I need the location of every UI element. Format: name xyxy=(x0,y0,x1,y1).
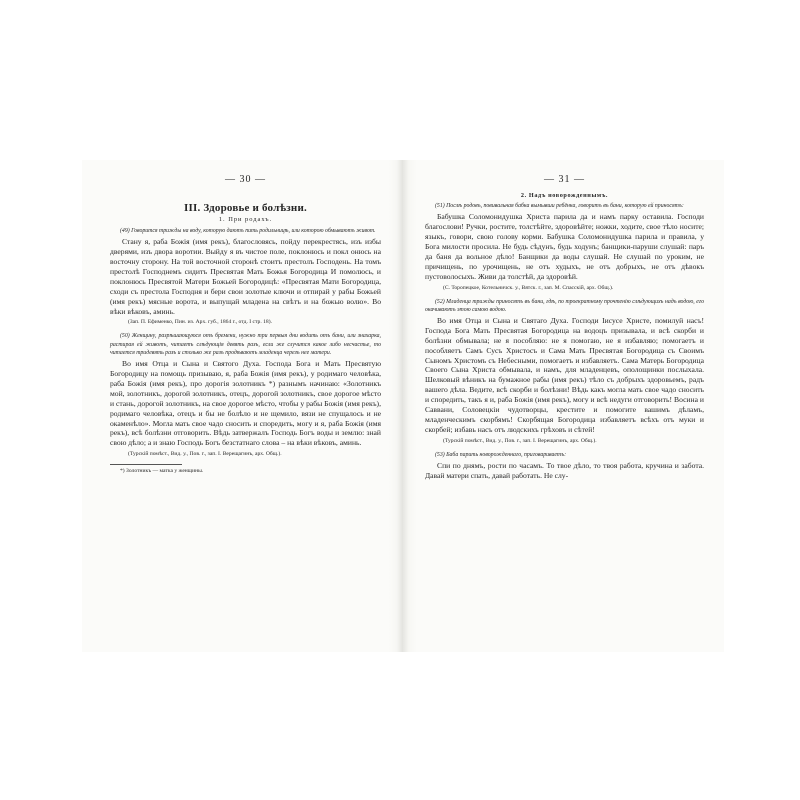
instruction-note: (51) Послѣ родовъ, повивальная бабка вымывши ребёнка, говоритъ въ бани, которую ей приносятъ: xyxy=(435,203,684,209)
page-number: — 30 — xyxy=(225,174,266,185)
chapter-title: III. Здоровье и болѣзни. xyxy=(184,202,307,214)
instruction-note: (52) Младенца трижды приносятъ въ бани, гдѣ, по троекратному прочтенію слѣдующихъ надъ водою, его окачиваютъ этою самою водою. xyxy=(425,298,704,313)
charm-text: Стану я, раба Божія (имя рекъ), благословясь, пойду перекрестясь, изъ избы дверями, изъ двора воротии. Выйду я въ чистое поле, поклонюсь и покл онюсь на восточну сторону. На той восточной сторонѣ стоитъ престолъ Господень. На томъ престолѣ Господнемъ сидитъ Пресвятая Мать Божья Богородица И помолюсь, и поклонюсь Пресвятой Матери Божьей Богородицѣ: «Пресвятая Мати Богородица, сходи съ престола Господня и бери свои золотые ключи и отпирай у рабы Божьей (имя рекъ) мясные ворота, и выпущай младена на свѣтъ и на божью волю». Во вѣки вѣковъ, аминь. xyxy=(110,237,381,316)
source-citation: (Зап. П. Ефименко, Пин. из. Арх. губ., 1864 г., отд. I стр. 18). xyxy=(128,319,272,326)
instruction-note: (49) Говорится трижды на воду, которую даютъ пить родильницѣ, или которою обмываютъ живот. xyxy=(120,228,376,234)
source-citation: (Турскій помѣст., Вид. у., Пов. г., зап. I. Верещагинъ, арх. Общ.). xyxy=(128,451,282,458)
source-citation: (С. Торопецкое, Котельничск. у., Вятск. г., зап. М. Спасскій, арх. Общ.). xyxy=(443,284,614,291)
footnote: *) Золотникъ — матка у женщины. xyxy=(120,468,204,475)
charm-text: Во имя Отца и Сына и Святого Духа. Господа Бога и Мать Пресвятую Богородицу на помощь призываю, я, раба Божія (имя рекъ), у родимаго человѣка, раба Божія (имя рекъ), про дорогія золотникъ *) разнымъ начинаю: «Золотникъ мой, золотникъ, дорогой золотникъ, отецъ, дорогой золотникъ, свое дорогое мѣсто и стань, дорогой золотникъ, на свое дорогое мѣсто, чтобы у рабы Божія (имя рекъ), родимаго человѣка, отецъ и бы не болѣло и не щемило, вязи не спущалось и не окаменѣло». Могла мать свое чадо сносить и споредить, могу и я, раба Божія (имя рекъ), всѣ болѣзни отговорить. Вѣдь затвержалъ Господь Богъ воды и землю: знай свою дѣло; а и знаю Господь Богъ безстатнаго слова – на вѣки вѣковъ, аминь. xyxy=(110,359,381,448)
charm-text: Спи по днямъ, рости по часамъ. То твое дѣло, то твоя работа, кручина и забота. Давай матери спать, давай работать. Не слу- xyxy=(425,461,704,480)
charm-text: Бабушка Соломонидушка Христа парила да и намъ парку оставила. Господи благослови! Ручки, ростите, толстѣйте, здоровѣйте; ножки, ходите, свое тѣло носите; языкъ, говори, свою голову корми. Бабушка Соломонидушка парила и правила, у Бога милости просила. Не будь сѣдунъ, будь ходунъ; банщики-паруши слушай: паръ да баня да вольное дѣло! Банщики да воды слушай. Не слушай по уроким, не причищень, по урочищень, не отъ худыхъ, не отъ добрыхъ, не отъ дѣвокъ пустоволосыхъ. Живи да толстѣй, да здоровѣй. xyxy=(425,212,704,281)
charm-text: Во имя Отца и Сына и Святаго Духа. Господи Іисусе Христе, помилуй насъ! Господа Бога Мать Пресвятая Богородица на водоцъ призывала, и всѣ скорби и болѣзни обмывала; не я пособляю: не я помогаю, не я избавляю; помогаетъ и пособляетъ Самъ Сусъ Христосъ и Сама Мать Пресвятая Богородица съ Своимъ Сыномъ Христомъ съ Небесными, помогаетъ и избавляетъ. Сама Матерь Богородица Своего Сына Христа обмывала, и намъ, для младенцевъ, ополощинки послыхала. Шелковый вѣникъ на бумажное рабы (имя рекъ) тѣло съ добрыхъ здоровьемъ, радъ вашего дѣла. Ведите, всѣ скорби и болѣзни! Вѣдь какъ могла мать свое чадо сносить и споредить, такъ я и, раба Божія (имя рекъ), могу и всѣ недуги отговорить! Восина и Саввани, Соловецкіи чудотворцы, крестите и помогите вашимъ дѣламъ, младенческимъ скорбямъ! Скорбящая Богородица избавляетъ всѣхъ отъ муки и скорбей; избавь насъ отъ людскихъ грѣховъ и сѣтей! xyxy=(425,315,704,434)
page-number: — 31 — xyxy=(544,174,585,185)
book-spread xyxy=(82,160,724,652)
section-title: 2. Надъ новорожденнымъ. xyxy=(520,192,609,199)
left-page xyxy=(82,160,403,652)
footnote-rule xyxy=(110,464,182,465)
instruction-note: (53) Баба парить новорожденнаго, приговариваетъ: xyxy=(435,451,567,458)
section-title: 1. При родахъ. xyxy=(218,216,273,223)
instruction-note: (50) Женщину, разрѣшающуюся отъ бремени, нужно три первыя дни водить отъ бани, или знахарка, растирая ей животъ, читаетъ слѣдующія девять разъ, если же случится какое либо несчастье, то читается тридевять разъ и столько же разъ продѣваютъ младенца черезъ нее матери. xyxy=(110,333,381,356)
source-citation: (Турскій помѣст., Вид. у., Пов. г., зап. I. Верещагинъ, арх. Общ.). xyxy=(443,437,597,444)
right-page xyxy=(403,160,724,652)
